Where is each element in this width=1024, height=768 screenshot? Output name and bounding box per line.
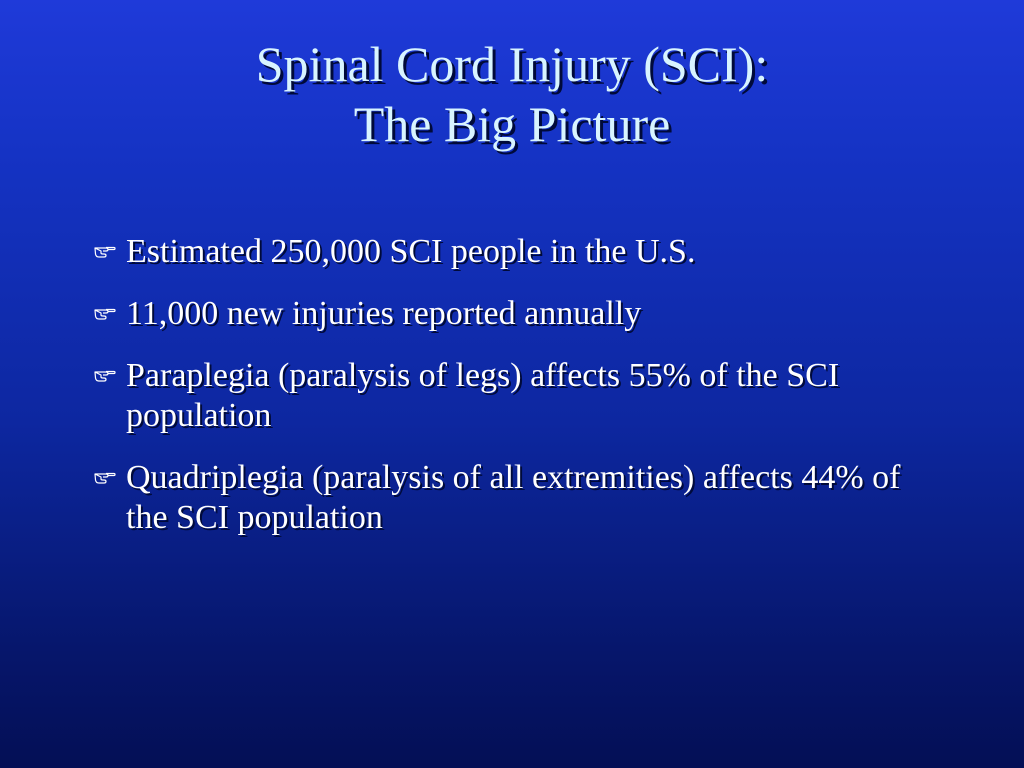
- pointing-hand-icon: [94, 242, 116, 260]
- bullet-item: [90, 356, 910, 436]
- bullet-list: [90, 232, 910, 560]
- title-line-2: The Big Picture: [353, 96, 671, 152]
- slide-title: [0, 34, 1024, 154]
- pointing-hand-icon: [94, 468, 116, 486]
- bullet-item: [90, 458, 910, 538]
- bullet-item: [90, 232, 910, 272]
- bullet-text: Quadriplegia (paralysis of all extremities) affects 44% of the SCI population: [126, 459, 901, 536]
- title-line-1: Spinal Cord Injury (SCI):: [255, 36, 769, 92]
- pointing-hand-icon: [94, 304, 116, 322]
- bullet-text: Estimated 250,000 SCI people in the U.S.: [126, 233, 696, 270]
- bullet-text: Paraplegia (paralysis of legs) affects 55% of the SCI population: [126, 357, 840, 434]
- bullet-item: [90, 294, 910, 334]
- pointing-hand-icon: [94, 366, 116, 384]
- bullet-text: 11,000 new injuries reported annually: [126, 295, 642, 332]
